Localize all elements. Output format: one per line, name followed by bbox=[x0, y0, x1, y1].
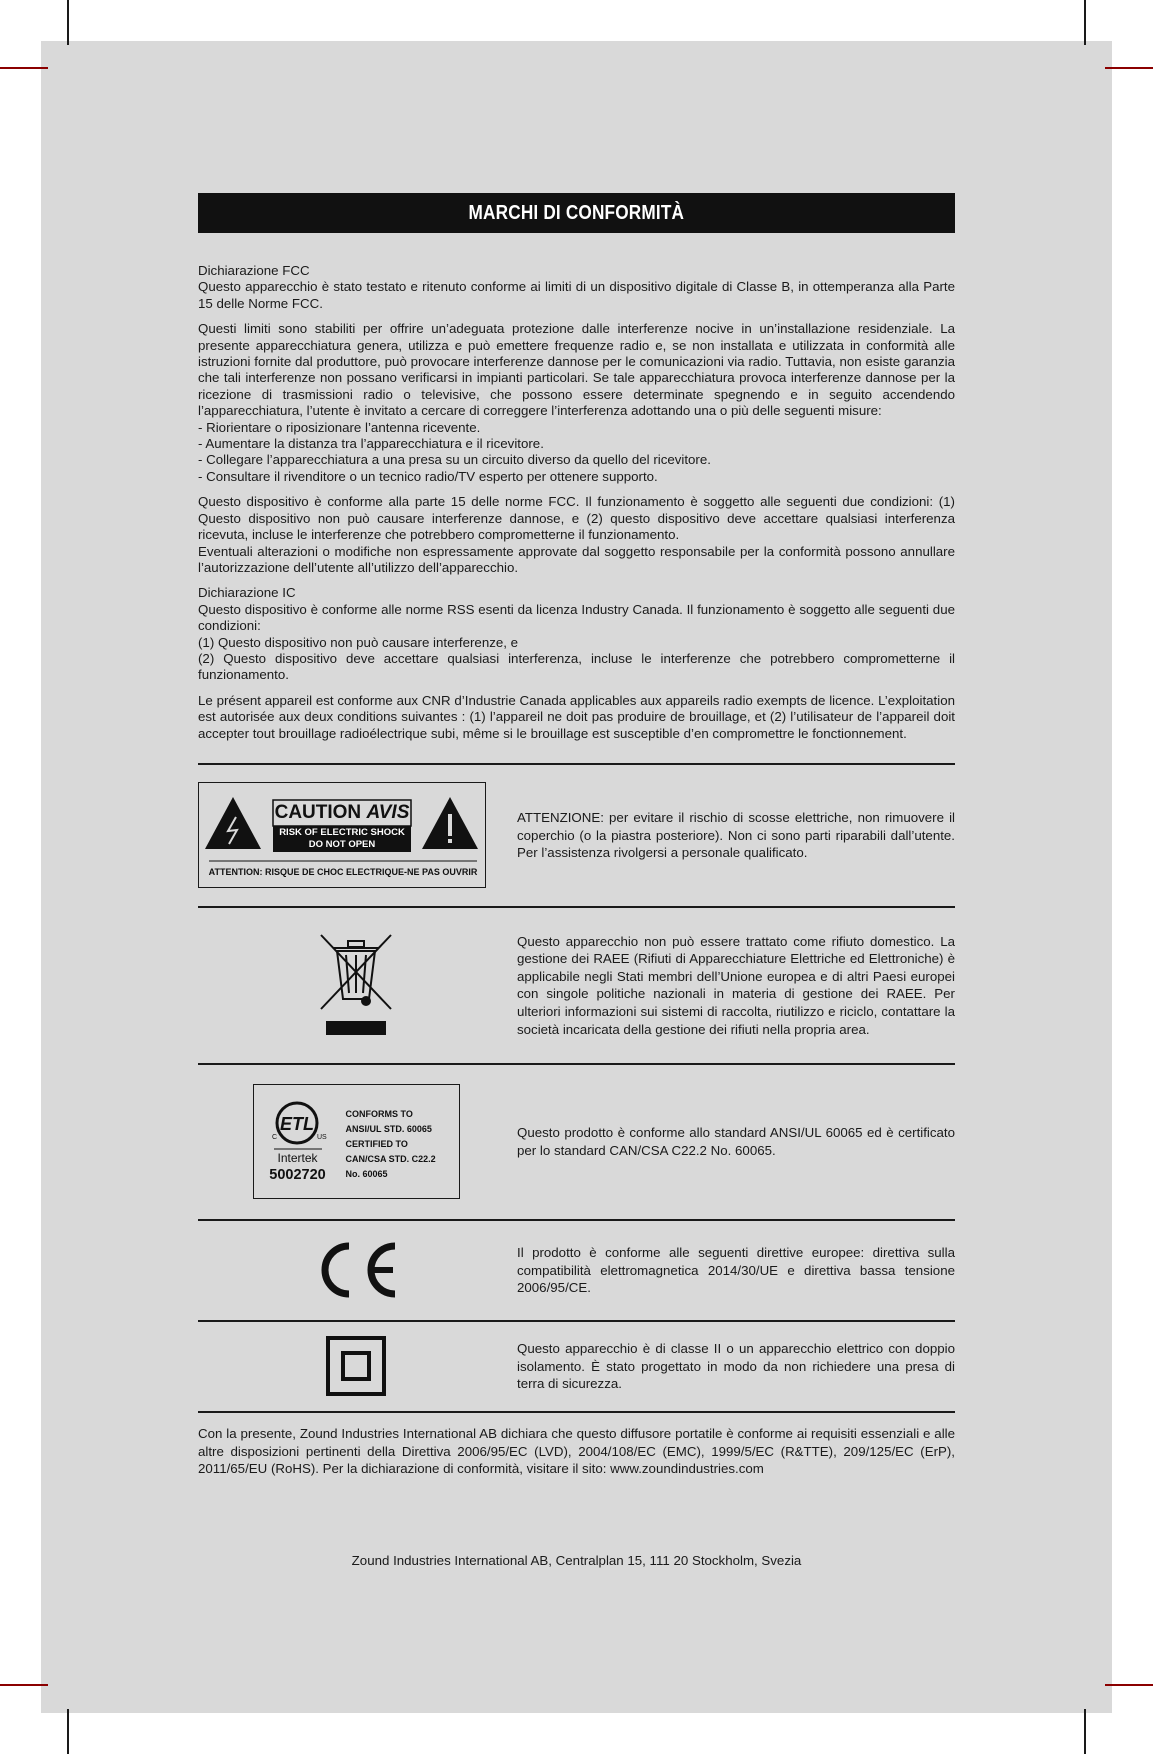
fcc-measure: - Riorientare o riposizionare l’antenna ricevente. bbox=[198, 419, 481, 435]
etl-certification-label bbox=[253, 1084, 460, 1199]
fcc-limits: Questi limiti sono stabiliti per offrire un’adeguata protezione dalle interferenze nocive in un’installazione residenziale. La presente apparecchiatura genera, utilizza e può emettere frequenze radio e, se non installata e utilizzata in conformità alle istruzioni fornite dal produttore, può provocare interferenze dannose per le comunicazioni via radio. Tuttavia, non esiste garanzia che tali interferenze non possano verificarsi in impianti particolari. Se tale apparecchiatura provoca interferenze dannose per la ricezione di trasmissioni radio o televisive, che possono essere determinate spegnendo e in seguito accendendo l’apparecchiatura, l’utente è invitato a cercare di correggere l’interferenza adottando una o più delle seguenti misure: bbox=[198, 321, 955, 419]
ic-condition: (2) Questo dispositivo deve accettare qualsiasi interferenza, incluse le interferenze che potrebbero comprometterne il funzionamento. bbox=[198, 650, 955, 683]
fcc-measure: - Aumentare la distanza tra l’apparecchiatura e il ricevitore. bbox=[198, 436, 544, 452]
fcc-measure: - Collegare l’apparecchiatura a una presa su un circuito diverso da quello del ricevitore. bbox=[198, 452, 711, 468]
intertek-text: Intertek bbox=[277, 1151, 318, 1166]
attention-text: ATTENTION: RISQUE DE CHOC ELECTRIQUE-NE PAS OUVRIR bbox=[208, 867, 478, 878]
ce-mark-icon bbox=[313, 1240, 399, 1300]
svg-text:ETL: ETL bbox=[279, 1114, 314, 1135]
shock-risk-text: RISK OF ELECTRIC SHOCK bbox=[279, 827, 405, 839]
class2-row bbox=[198, 1322, 955, 1411]
lightning-warning-icon bbox=[205, 797, 261, 849]
etl-line: ANSI/UL STD. 60065 bbox=[345, 1124, 432, 1135]
etl-mark-icon bbox=[264, 1097, 344, 1177]
fcc-conditions: Questo dispositivo è conforme alla parte 15 delle norme FCC. Il funzionamento è soggetto alle seguenti due condizioni: (1) Questo dispositivo non può causare interferenze dannose, e (2) questo dispositivo deve accettare qualsiasi interferenza ricevuta, incluse le interferenze che potrebbero comprometterne il funzionamento. bbox=[198, 494, 955, 543]
etl-line: No. 60065 bbox=[345, 1169, 388, 1180]
svg-text:C: C bbox=[271, 1134, 277, 1142]
section-title-bar bbox=[198, 193, 955, 233]
page-title: MARCHI DI CONFORMITÀ bbox=[468, 201, 685, 224]
class2-description: Questo apparecchio è di classe II o un apparecchio elettrico con doppio isolamento. È stato progettato in modo da non richiedere una presa di terra di sicurezza. bbox=[517, 1341, 955, 1392]
double-insulation-icon bbox=[326, 1336, 386, 1396]
etl-row bbox=[198, 1065, 955, 1219]
weee-description: Questo apparecchio non può essere trattato come rifiuto domestico. La gestione dei RAEE (Rifiuti di Apparecchiature Elettriche ed Elettroniche) è applicabile negli Stati membri dell’Unione europea e di altri Paesi europei con singole politiche nazionali in materia di gestione dei RAEE. Per ulteriori informazioni sui sistemi di raccolta, riutilizzo e riciclo, contattare la società incaricata della gestione dei rifiuti nella propria area. bbox=[517, 933, 955, 1037]
caution-label bbox=[198, 782, 486, 888]
fcc-modifications: Eventuali alterazioni o modifiche non espressamente approvate dal soggetto responsabile per la conformità possono annullare l’autorizzazione dell’utente all’utilizzo dell’apparecchio. bbox=[198, 543, 955, 575]
do-not-open-text: DO NOT OPEN bbox=[308, 839, 376, 851]
fcc-measure: - Consultare il rivenditore o un tecnico radio/TV esperto per ottenere supporto. bbox=[198, 468, 658, 484]
document-content bbox=[198, 193, 955, 1478]
caution-row bbox=[198, 765, 955, 906]
etl-line: CERTIFIED TO bbox=[345, 1139, 408, 1150]
svg-text:US: US bbox=[316, 1134, 327, 1142]
crossed-bin-icon bbox=[319, 933, 393, 1037]
etl-standards bbox=[346, 1107, 436, 1182]
exclamation-warning-icon bbox=[422, 797, 478, 849]
company-address: Zound Industries International AB, Centralplan 15, 111 20 Stockholm, Svezia bbox=[351, 1553, 802, 1568]
avis-word: AVIS bbox=[366, 802, 410, 824]
etl-line: CONFORMS TO bbox=[345, 1109, 413, 1120]
ic-french: Le présent appareil est conforme aux CNR d’Industrie Canada applicables aux appareils radio exempts de licence. L’exploitation est autorisée aux deux conditions suivantes : (1) l’appareil ne doit pas produire de brouillage, et (2) l’utilisateur de l’appareil doit accepter tout brouillage radioélectrique subi, même si le brouillage est susceptible d’en compromettre le fonctionnement. bbox=[198, 692, 955, 741]
fcc-section bbox=[198, 263, 955, 742]
divider bbox=[198, 1411, 955, 1413]
etl-description: Questo prodotto è conforme allo standard ANSI/UL 60065 ed è certificato per lo standard CAN/CSA C22.2 No. 60065. bbox=[517, 1125, 955, 1158]
ic-condition: (1) Questo dispositivo non può causare interferenze, e bbox=[198, 634, 519, 650]
fcc-heading: Dichiarazione FCC bbox=[198, 263, 310, 278]
caution-word: CAUTION bbox=[274, 802, 362, 824]
caution-description: ATTENZIONE: per evitare il rischio di scosse elettriche, non rimuovere il coperchio (o la piastra posteriore). Non ci sono parti riparabili dall’utente. Per l’assistenza rivolgersi a personale qualificato. bbox=[517, 810, 955, 861]
fcc-intro: Questo apparecchio è stato testato e ritenuto conforme ai limiti di un dispositivo digitale di Classe B, in ottemperanza alla Parte 15 delle Norme FCC. bbox=[198, 279, 955, 311]
etl-number: 5002720 bbox=[269, 1167, 326, 1184]
declaration-text: Con la presente, Zound Industries International AB dichiara che questo diffusore portatile è conforme ai requisiti essenziali e alle altre disposizioni pertinenti della Direttiva 2006/95/EC (LVD), 2004/108/EC (EMC), 1999/5/EC (R&TTE), 209/125/EC (ErP), 2011/65/EU (RoHS). Per la dichiarazione di conformità, visitare il sito: www.zoundindustries.com bbox=[198, 1425, 955, 1477]
weee-row bbox=[198, 908, 955, 1063]
etl-line: CAN/CSA STD. C22.2 bbox=[345, 1154, 436, 1165]
ce-row bbox=[198, 1221, 955, 1320]
ce-description: Il prodotto è conforme alle seguenti direttive europee: direttiva sulla compatibilità elettromagnetica 2014/30/UE e direttiva bassa tensione 2006/95/CE. bbox=[517, 1245, 955, 1296]
ic-heading: Dichiarazione IC bbox=[198, 585, 296, 601]
ic-intro: Questo dispositivo è conforme alle norme RSS esenti da licenza Industry Canada. Il funzionamento è soggetto alle seguenti due condizioni: bbox=[198, 601, 955, 634]
